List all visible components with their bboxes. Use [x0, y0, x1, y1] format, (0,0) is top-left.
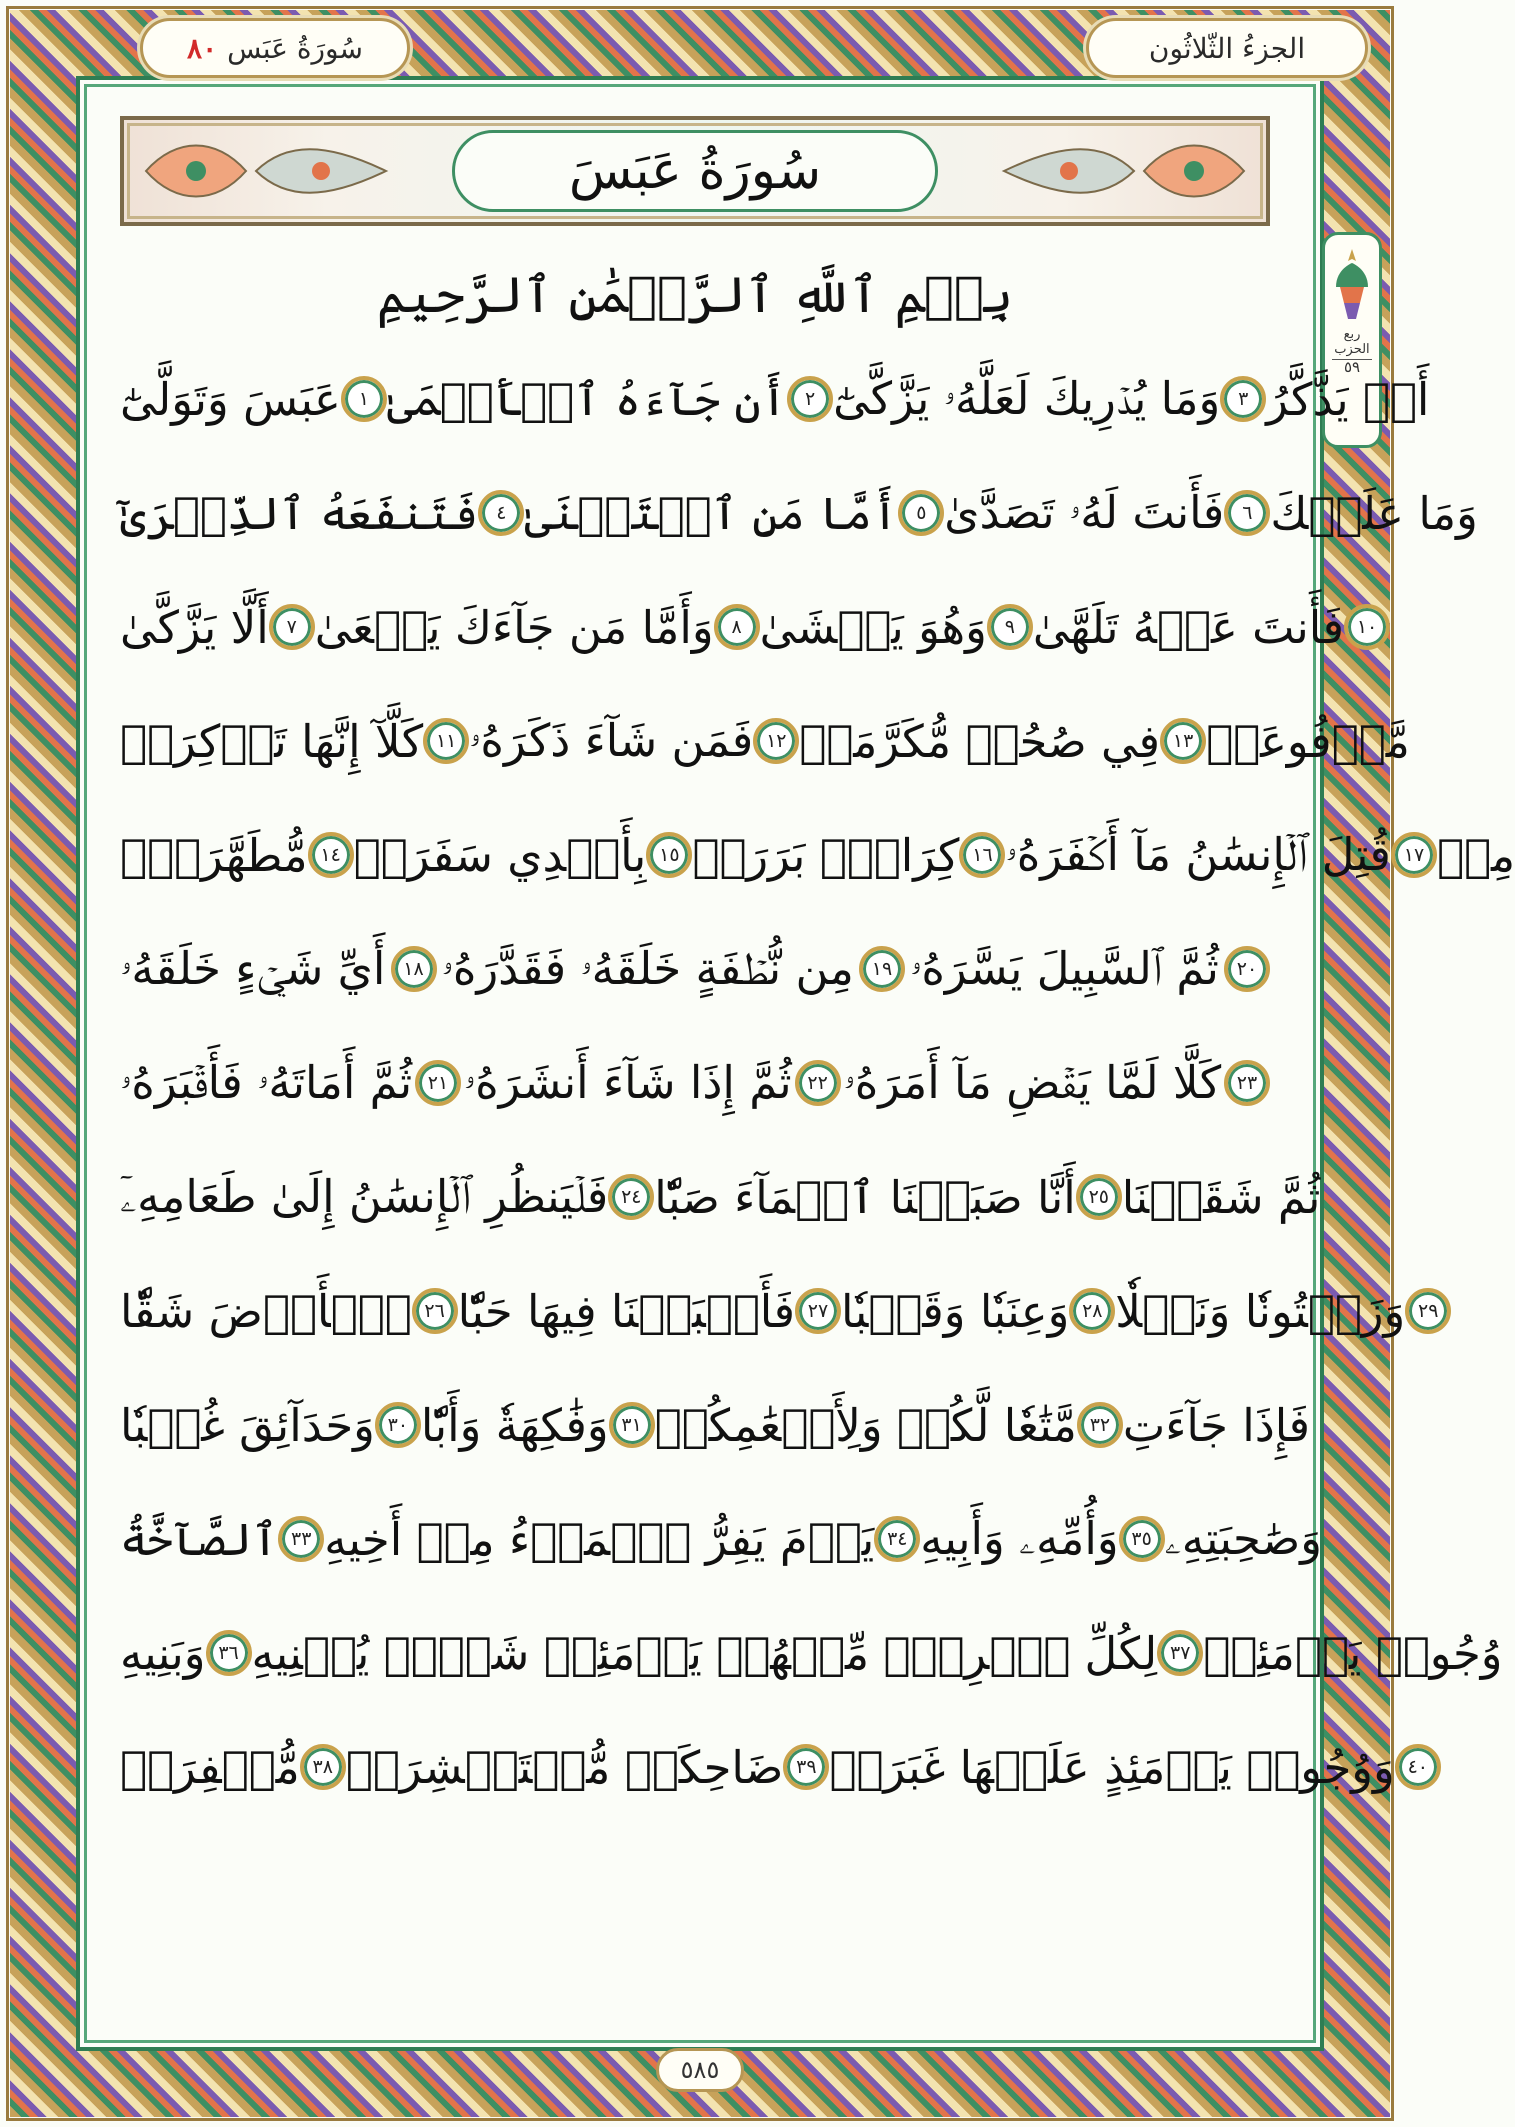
verse-text: مَّتَٰعٗا لَّكُمۡ وَلِأَنۡعَٰمِكُمۡ — [654, 1398, 1077, 1452]
verse-text: لِكُلِّ ٱمۡرِيٕٖ مِّنۡهُمۡ يَوۡمَئِذٖ شَأۡنٞ يُغۡنِيهِ — [251, 1626, 1158, 1680]
verse-text: فِي صُحُفٖ مُّكَرَّمَةٖ — [799, 714, 1161, 768]
verse-text: فَأَنتَ لَهُۥ تَصَدَّىٰ — [944, 486, 1225, 539]
surah-label-badge — [140, 18, 410, 78]
verse-text: ثُمَّ شَقَقۡنَا — [1121, 1170, 1321, 1224]
ayah-number-marker: ١٠ — [1344, 604, 1390, 650]
verse-text: وُجُوهٞ يَوۡمَئِذٖ — [1203, 1626, 1503, 1680]
verse-text: قُتِلَ ٱلۡإِنسَٰنُ مَآ أَكۡفَرَهُۥ — [1005, 828, 1391, 881]
ayah-number-marker: ٢٩ — [1405, 1288, 1451, 1334]
verse-line — [120, 459, 1478, 567]
ayah-number-marker: ١٦ — [959, 832, 1005, 878]
verse-text: فَإِذَا جَآءَتِ — [1122, 1398, 1311, 1452]
verse-text: وَأُمِّهِۦ وَأَبِيهِ — [920, 1512, 1119, 1565]
verse-text: مُّسۡفِرَةٞ — [120, 1740, 300, 1794]
ayah-number-marker: ٣٢ — [1077, 1402, 1123, 1448]
juz-label-badge — [1086, 18, 1368, 78]
verse-text: عَبَسَ وَتَوَلَّىٰٓ — [120, 372, 341, 426]
verse-line — [120, 1029, 1270, 1137]
verse-text: ٱلۡأَرۡضَ شَقّٗا — [120, 1284, 412, 1338]
surah-number: ٨٠ — [187, 31, 218, 65]
ayah-number-marker: ١٧ — [1391, 832, 1437, 878]
verse-text: فَمَن شَآءَ ذَكَرَهُۥ — [469, 714, 754, 767]
hizb-dome-icon — [1330, 247, 1374, 323]
ayah-number-marker: ٢ — [787, 376, 833, 422]
verse-text: أَن جَآءَهُ ٱلۡأَعۡمَىٰ — [386, 372, 788, 426]
verse-text: ٱلصَّآخَّةُ — [120, 1512, 279, 1566]
ayah-number-marker: ٣٤ — [874, 1516, 920, 1562]
verse-line — [120, 1257, 1439, 1365]
verse-line — [120, 915, 1270, 1023]
verse-text: مَّرۡفُوعَةٖ — [1206, 714, 1410, 768]
ayah-number-marker: ٣٥ — [1119, 1516, 1165, 1562]
ayah-number-marker: ٢١ — [415, 1060, 461, 1106]
ayah-number-marker: ٣٦ — [206, 1630, 252, 1676]
ayah-number-marker: ٤٠ — [1395, 1744, 1441, 1790]
verse-text: وَأَمَّا مَن جَآءَكَ يَسۡعَىٰ — [314, 600, 714, 654]
juz-label: الجزءُ الثّلاثُون — [1148, 31, 1306, 65]
surah-title: سُورَةُ عَبَسَ — [568, 141, 822, 201]
verse-text: مِن نُّطۡفَةٍ خَلَقَهُۥ فَقَدَّرَهُۥ — [441, 942, 854, 995]
page-number-badge — [656, 2048, 744, 2092]
page-number: ٥٨٥ — [680, 2056, 720, 2084]
ayah-number-marker: ٣٧ — [1157, 1630, 1203, 1676]
arabesque-right-ornament-icon — [994, 132, 1254, 210]
ayah-number-marker: ٢٢ — [795, 1060, 841, 1106]
ayah-number-marker: ٣٠ — [375, 1402, 421, 1448]
ayah-number-marker: ٤ — [478, 490, 524, 536]
verse-text: وَمَا يُدۡرِيكَ لَعَلَّهُۥ يَزَّكَّىٰٓ — [833, 372, 1221, 425]
ayah-number-marker: ٢٨ — [1069, 1288, 1115, 1334]
ayah-number-marker: ٩ — [987, 604, 1033, 650]
ayah-number-marker: ٣٩ — [783, 1744, 829, 1790]
verse-text: أَنَّا صَبَبۡنَا ٱلۡمَآءَ صَبّٗا — [654, 1170, 1076, 1224]
verse-text: وَحَدَآئِقَ غُلۡبٗا — [120, 1398, 375, 1452]
verse-text: بِأَيۡدِي سَفَرَةٖ — [353, 828, 647, 882]
hizb-number: ٥٩ — [1332, 359, 1372, 375]
basmala: بِسۡمِ ٱللَّهِ ٱلرَّحۡمَٰنِ ٱلرَّحِيمِ — [376, 266, 1014, 324]
ayah-number-marker: ١٥ — [646, 832, 692, 878]
ayah-number-marker: ٣٨ — [300, 1744, 346, 1790]
surah-title-banner — [120, 116, 1270, 226]
verse-line — [120, 1143, 1321, 1251]
verse-text: مِنۡ — [1436, 828, 1515, 882]
ayah-number-marker: ٢٤ — [608, 1174, 654, 1220]
verse-line — [120, 687, 1410, 795]
verse-text: وَمَا عَلَيۡكَ — [1270, 486, 1478, 540]
verse-text: فَأَنۢبَتۡنَا فِيهَا حَبّٗا — [457, 1284, 795, 1338]
ayah-number-marker: ١٨ — [391, 946, 437, 992]
ayah-number-marker: ٦ — [1224, 490, 1270, 536]
ayah-number-marker: ١٢ — [753, 718, 799, 764]
verse-text: وَبَنِيهِ — [120, 1626, 206, 1680]
ayah-number-marker: ٢٠ — [1224, 946, 1270, 992]
verse-line — [120, 801, 1515, 909]
verse-text: وَهُوَ يَخۡشَىٰ — [759, 600, 987, 654]
verse-line — [120, 573, 1378, 681]
ayah-number-marker: ١٣ — [1160, 718, 1206, 764]
verse-text: كَلَّا لَمَّا يَقۡضِ مَآ أَمَرَهُۥ — [843, 1056, 1222, 1109]
verse-text: مُّطَهَّرَةِۭ — [120, 828, 308, 882]
verse-text: كَلَّآ إِنَّهَا تَذۡكِرَةٞ — [120, 714, 424, 768]
verse-line — [120, 1371, 1311, 1479]
ayah-number-marker: ٢٧ — [795, 1288, 841, 1334]
ayah-number-marker: ٣٣ — [278, 1516, 324, 1562]
verse-text: ثُمَّ أَمَاتَهُۥ فَأَقۡبَرَهُۥ — [120, 1056, 413, 1109]
verse-text: ثُمَّ إِذَا شَآءَ أَنشَرَهُۥ — [463, 1056, 792, 1109]
ayah-number-marker: ٣١ — [609, 1402, 655, 1448]
verse-text: وَفَٰكِهَةٗ وَأَبّٗا — [420, 1398, 609, 1452]
verse-text: وَزَيۡتُونٗا وَنَخۡلٗا — [1115, 1284, 1406, 1338]
verse-text: أَلَّا يَزَّكَّىٰ — [120, 600, 269, 654]
surah-title-cartouche — [452, 130, 938, 212]
verse-line — [120, 1599, 1503, 1707]
ayah-number-marker: ١ — [341, 376, 387, 422]
ayah-number-marker: ١٩ — [859, 946, 905, 992]
ayah-number-marker: ٢٦ — [412, 1288, 458, 1334]
verse-text: أَوۡ يَذَّكَّرُ — [1266, 372, 1430, 426]
arabesque-left-ornament-icon — [136, 132, 396, 210]
verse-text: وَوُجُوهٞ يَوۡمَئِذٍ عَلَيۡهَا غَبَرَةٞ — [829, 1740, 1395, 1794]
ayah-number-marker: ٥ — [898, 490, 944, 536]
verse-text: ضَاحِكَةٞ مُّسۡتَبۡشِرَةٞ — [345, 1740, 784, 1794]
ayah-number-marker: ١٤ — [308, 832, 354, 878]
verse-text: فَأَنتَ عَنۡهُ تَلَهَّىٰ — [1032, 600, 1345, 654]
verse-text: وَصَٰحِبَتِهِۦ — [1164, 1512, 1322, 1565]
ayah-number-marker: ١١ — [423, 718, 469, 764]
hizb-label: ربع الحزب ٥٩ — [1332, 327, 1372, 375]
verse-text: فَلۡيَنظُرِ ٱلۡإِنسَٰنُ إِلَىٰ طَعَامِهِۦٓ — [120, 1170, 609, 1223]
verse-text: أَمَّا مَنِ ٱسۡتَغۡنَىٰ — [524, 486, 899, 540]
verse-line — [120, 1713, 1428, 1821]
ayah-number-marker: ٢٣ — [1224, 1060, 1270, 1106]
ayah-number-marker: ٨ — [714, 604, 760, 650]
ayah-number-marker: ٧ — [269, 604, 315, 650]
verse-text: أَيِّ شَيۡءٍ خَلَقَهُۥ — [120, 942, 386, 995]
verse-line — [120, 1485, 1322, 1593]
verse-text: وَعِنَبٗا وَقَضۡبٗا — [841, 1284, 1070, 1338]
ayah-number-marker: ٢٥ — [1076, 1174, 1122, 1220]
verse-text: فَتَنفَعَهُ ٱلذِّكۡرَىٰٓ — [120, 486, 479, 540]
ayah-number-marker: ٣ — [1220, 376, 1266, 422]
surah-label: سُورَةُ عَبَس — [227, 31, 363, 65]
verse-text: ثُمَّ ٱلسَّبِيلَ يَسَّرَهُۥ — [910, 942, 1219, 995]
verse-text: يَوۡمَ يَفِرُّ ٱلۡمَرۡءُ مِنۡ أَخِيهِ — [324, 1512, 875, 1566]
verse-text: كِرَامِۭ بَرَرَةٖ — [692, 828, 960, 882]
